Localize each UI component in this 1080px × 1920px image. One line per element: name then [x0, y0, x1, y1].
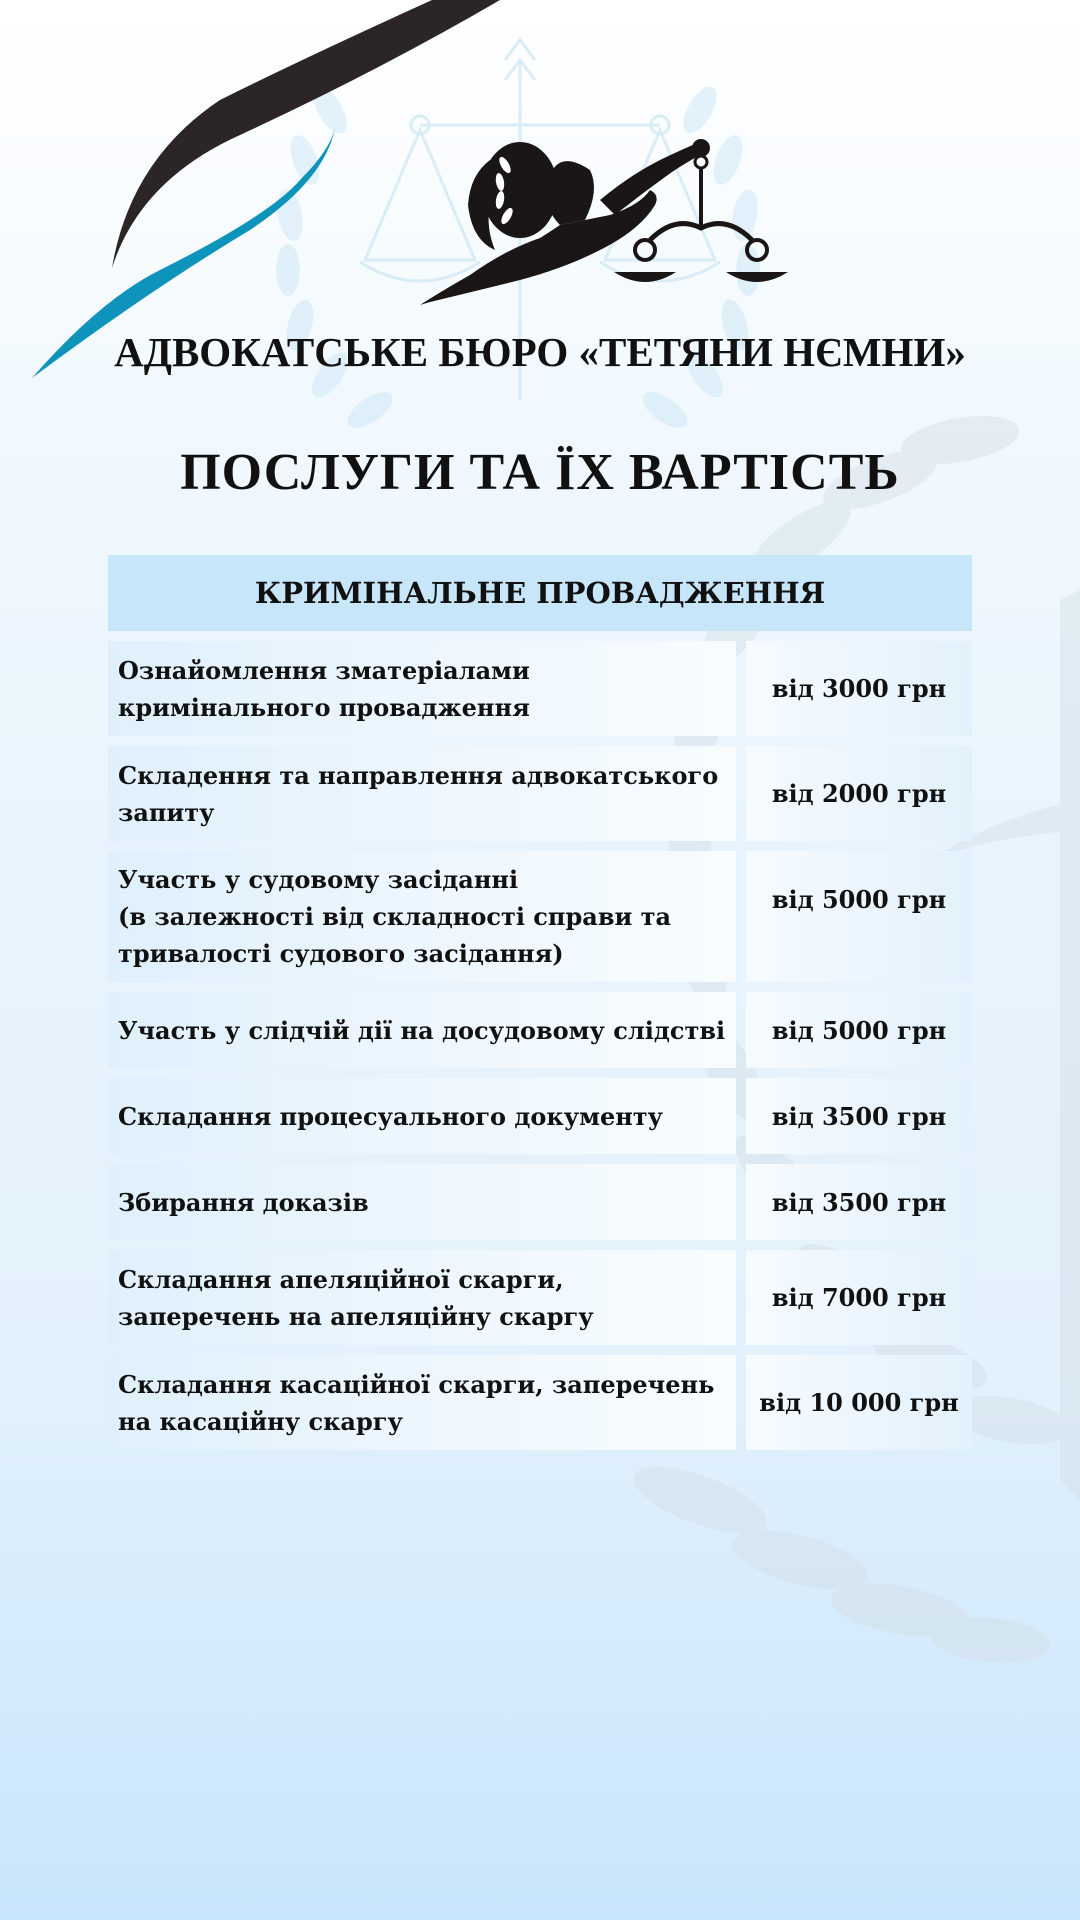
page-title: ПОСЛУГИ ТА ЇХ ВАРТІСТЬ [180, 444, 900, 501]
service-name: Ознайомлення зматеріалами кримінального провадження [108, 641, 736, 736]
service-name: Складання касаційної скарги, заперечень на касаційну скаргу [108, 1355, 736, 1450]
service-price: від 3000 грн [746, 641, 972, 736]
table-row [108, 1250, 972, 1345]
section-title: КРИМІНАЛЬНЕ ПРОВАДЖЕННЯ [108, 555, 972, 631]
service-name: Складення та направлення адвокатського запиту [108, 746, 736, 841]
table-row [108, 1164, 972, 1240]
service-name: Участь у судовому засіданні (в залежності від складності справи та тривалості судового засідання) [108, 851, 736, 982]
service-name: Участь у слідчій дії на досудовому слідстві [108, 992, 736, 1068]
service-price: від 7000 грн [746, 1250, 972, 1345]
table-row [108, 746, 972, 841]
price-table [108, 555, 972, 1460]
service-price: від 5000 грн [746, 992, 972, 1068]
table-row [108, 1078, 972, 1154]
service-price: від 5000 грн [746, 851, 972, 982]
service-price: від 2000 грн [746, 746, 972, 841]
table-row [108, 1355, 972, 1450]
service-price: від 3500 грн [746, 1078, 972, 1154]
themis-scales-icon [0, 0, 1080, 380]
table-row [108, 851, 972, 982]
table-row [108, 641, 972, 736]
service-name: Складання апеляційної скарги, заперечень на апеляційну скаргу [108, 1250, 736, 1345]
firm-name: АДВОКАТСЬКЕ БЮРО «ТЕТЯНИ НЄМНИ» [114, 329, 966, 375]
service-price: від 10 000 грн [746, 1355, 972, 1450]
service-price: від 3500 грн [746, 1164, 972, 1240]
service-name: Складання процесуального документу [108, 1078, 736, 1154]
service-name: Збирання доказів [108, 1164, 736, 1240]
table-row [108, 992, 972, 1068]
